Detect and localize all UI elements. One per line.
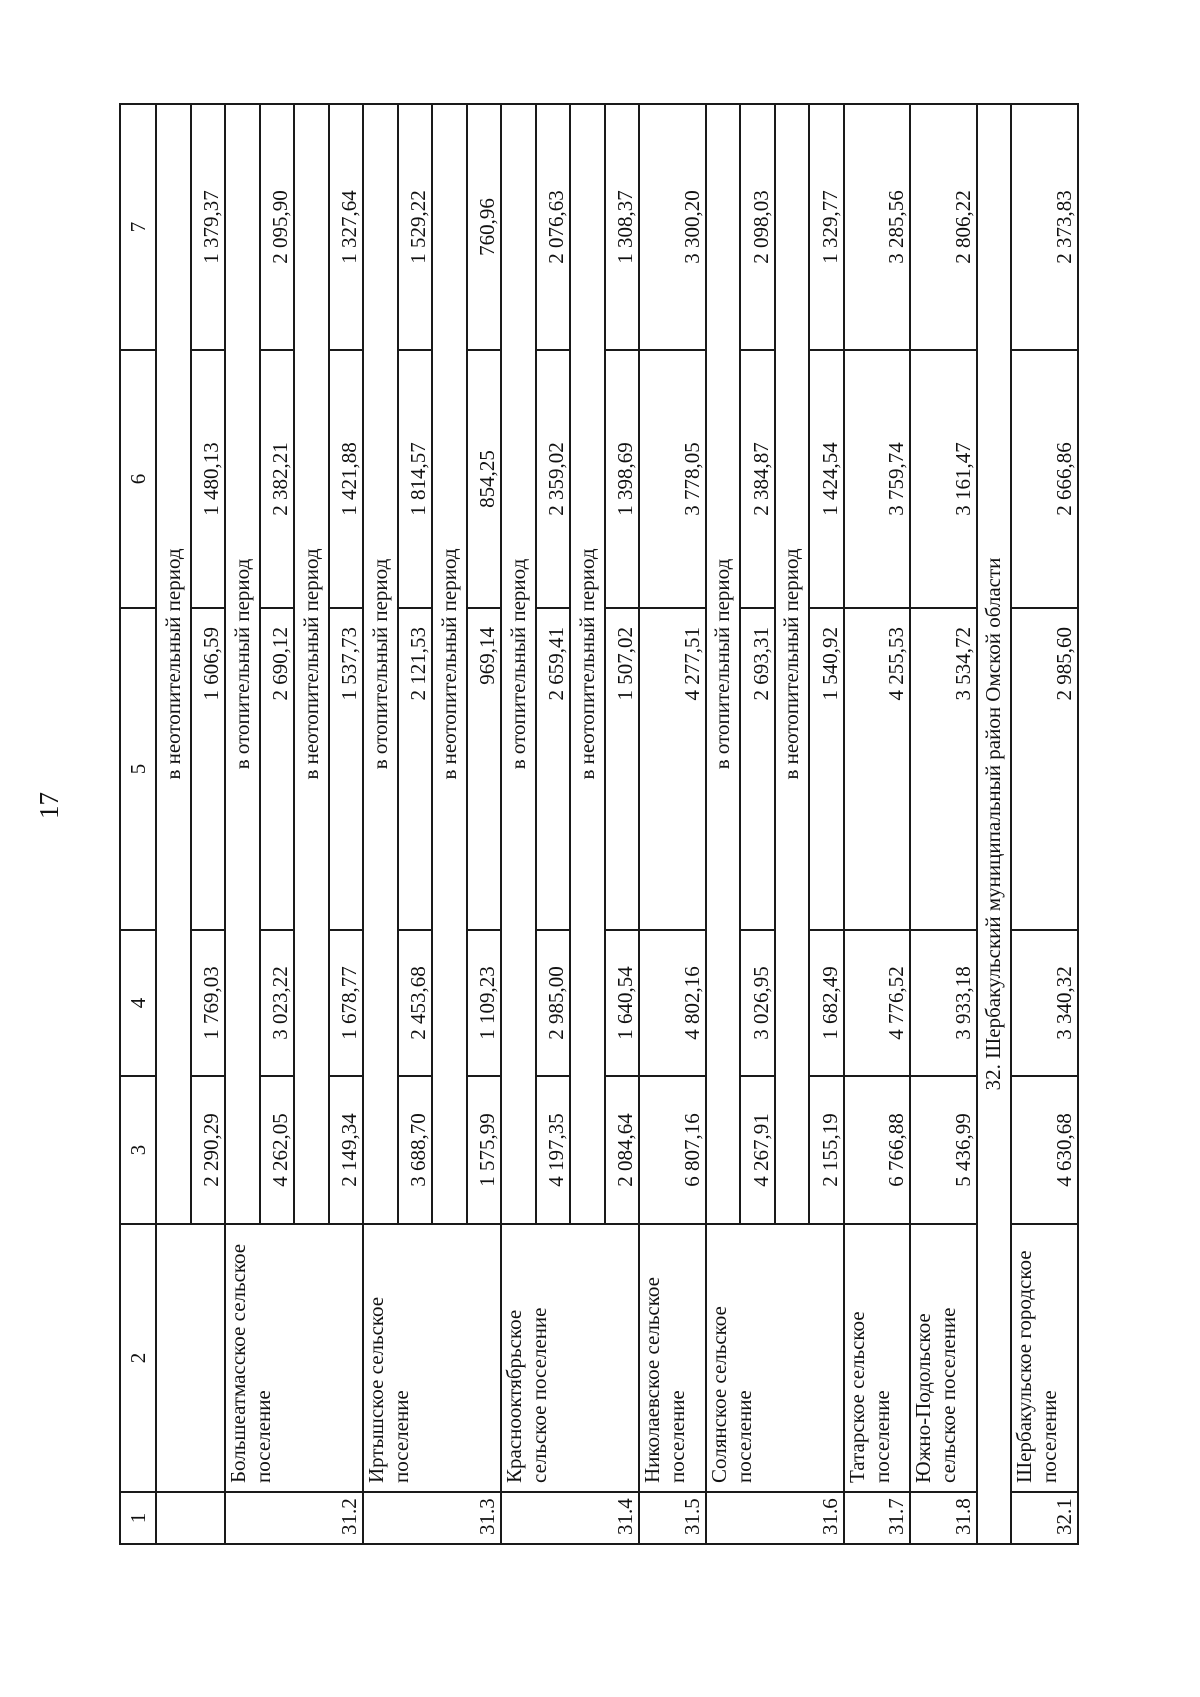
row-number: 31.7 (844, 1492, 910, 1544)
value-col-4: 3 026,95 (740, 930, 775, 1076)
value-col-4: 4 802,16 (639, 930, 705, 1076)
value-col-7: 2 076,63 (536, 104, 571, 350)
value-col-3: 3 688,70 (398, 1076, 433, 1224)
page-number: 17 (34, 792, 64, 819)
value-col-5: 1 540,92 (809, 608, 844, 930)
value-col-5: 2 985,60 (1011, 608, 1078, 930)
value-col-5: 1 537,73 (329, 608, 364, 930)
row-number: 31.2 (225, 1492, 363, 1544)
tariff-table-body (120, 104, 1078, 1544)
value-col-6: 854,25 (467, 350, 502, 608)
period-row (706, 104, 741, 1544)
value-col-5: 2 659,41 (536, 608, 571, 930)
value-col-3: 6 807,16 (639, 1076, 705, 1224)
data-row (1011, 104, 1078, 1544)
header-col-2: 2 (120, 1224, 156, 1492)
value-col-5: 1 606,59 (191, 608, 226, 930)
value-col-5: 969,14 (467, 608, 502, 930)
value-col-7: 1 379,37 (191, 104, 226, 350)
value-col-3: 2 155,19 (809, 1076, 844, 1224)
settlement-name: Шербакульское городское поселение (1011, 1224, 1078, 1492)
settlement-name: Краснооктябрьское сельское поселение (501, 1224, 639, 1492)
settlement-name: Большеатмасское сельское поселение (225, 1224, 363, 1492)
header-col-1: 1 (120, 1492, 156, 1544)
value-col-4: 1 640,54 (605, 930, 640, 1076)
section-title: 32. Шербакульский муниципальный район Омской области (977, 104, 1012, 1544)
settlement-name: Солянское сельское поселение (706, 1224, 844, 1492)
row-number (156, 1492, 225, 1544)
row-number: 31.3 (363, 1492, 501, 1544)
value-col-5: 2 121,53 (398, 608, 433, 930)
period-label: в неотопительный период (570, 104, 605, 1224)
value-col-3: 4 197,35 (536, 1076, 571, 1224)
value-col-3: 5 436,99 (910, 1076, 976, 1224)
period-label: в неотопительный период (775, 104, 810, 1224)
value-col-4: 2 453,68 (398, 930, 433, 1076)
row-number: 31.4 (501, 1492, 639, 1544)
value-col-3: 2 149,34 (329, 1076, 364, 1224)
value-col-7: 3 285,56 (844, 104, 910, 350)
period-label: в отопительный период (501, 104, 536, 1224)
value-col-7: 3 300,20 (639, 104, 705, 350)
value-col-7: 2 098,03 (740, 104, 775, 350)
period-label: в отопительный период (363, 104, 398, 1224)
value-col-3: 6 766,88 (844, 1076, 910, 1224)
value-col-4: 1 682,49 (809, 930, 844, 1076)
value-col-6: 2 384,87 (740, 350, 775, 608)
header-col-7: 7 (120, 104, 156, 350)
value-col-7: 2 095,90 (260, 104, 295, 350)
value-col-6: 2 359,02 (536, 350, 571, 608)
value-col-3: 1 575,99 (467, 1076, 502, 1224)
period-row (225, 104, 260, 1544)
value-col-6: 3 778,05 (639, 350, 705, 608)
period-label: в неотопительный период (294, 104, 329, 1224)
period-label: в отопительный период (706, 104, 741, 1224)
data-row (844, 104, 910, 1544)
row-number: 31.5 (639, 1492, 705, 1544)
value-col-4: 4 776,52 (844, 930, 910, 1076)
settlement-name: Татарское сельское поселение (844, 1224, 910, 1492)
value-col-4: 1 769,03 (191, 930, 226, 1076)
row-number: 31.8 (910, 1492, 976, 1544)
value-col-5: 3 534,72 (910, 608, 976, 930)
value-col-6: 1 398,69 (605, 350, 640, 608)
value-col-5: 2 693,31 (740, 608, 775, 930)
value-col-3: 4 267,91 (740, 1076, 775, 1224)
value-col-7: 1 308,37 (605, 104, 640, 350)
data-row (910, 104, 976, 1544)
settlement-name: Николаевское сельское поселение (639, 1224, 705, 1492)
period-row (156, 104, 191, 1544)
header-col-3: 3 (120, 1076, 156, 1224)
settlement-name: Иртышское сельское поселение (363, 1224, 501, 1492)
value-col-6: 2 382,21 (260, 350, 295, 608)
value-col-6: 1 421,88 (329, 350, 364, 608)
value-col-4: 2 985,00 (536, 930, 571, 1076)
row-number: 31.6 (706, 1492, 844, 1544)
period-row (501, 104, 536, 1544)
value-col-3: 4 262,05 (260, 1076, 295, 1224)
value-col-6: 1 424,54 (809, 350, 844, 608)
value-col-7: 2 806,22 (910, 104, 976, 350)
data-row (639, 104, 705, 1544)
period-label: в отопительный период (225, 104, 260, 1224)
value-col-3: 2 290,29 (191, 1076, 226, 1224)
value-col-5: 2 690,12 (260, 608, 295, 930)
value-col-6: 3 161,47 (910, 350, 976, 608)
value-col-7: 1 329,77 (809, 104, 844, 350)
value-col-6: 2 666,86 (1011, 350, 1078, 608)
section-row (977, 104, 1012, 1544)
value-col-4: 3 023,22 (260, 930, 295, 1076)
tariff-table-sheet (119, 105, 1079, 1545)
value-col-6: 1 814,57 (398, 350, 433, 608)
settlement-name: Южно-Подольское сельское поселение (910, 1224, 976, 1492)
value-col-7: 2 373,83 (1011, 104, 1078, 350)
value-col-4: 3 933,18 (910, 930, 976, 1076)
value-col-7: 760,96 (467, 104, 502, 350)
value-col-6: 1 480,13 (191, 350, 226, 608)
value-col-7: 1 327,64 (329, 104, 364, 350)
value-col-7: 1 529,22 (398, 104, 433, 350)
value-col-5: 4 255,53 (844, 608, 910, 930)
header-row (120, 104, 156, 1544)
period-row (363, 104, 398, 1544)
value-col-4: 3 340,32 (1011, 930, 1078, 1076)
period-label: в неотопительный период (432, 104, 467, 1224)
value-col-4: 1 109,23 (467, 930, 502, 1076)
settlement-name (156, 1224, 225, 1492)
value-col-5: 4 277,51 (639, 608, 705, 930)
value-col-4: 1 678,77 (329, 930, 364, 1076)
value-col-3: 2 084,64 (605, 1076, 640, 1224)
value-col-6: 3 759,74 (844, 350, 910, 608)
header-col-6: 6 (120, 350, 156, 608)
value-col-5: 1 507,02 (605, 608, 640, 930)
header-col-5: 5 (120, 608, 156, 930)
tariff-table (119, 103, 1079, 1545)
period-label: в неотопительный период (156, 104, 191, 1224)
row-number: 32.1 (1011, 1492, 1078, 1544)
header-col-4: 4 (120, 930, 156, 1076)
value-col-3: 4 630,68 (1011, 1076, 1078, 1224)
